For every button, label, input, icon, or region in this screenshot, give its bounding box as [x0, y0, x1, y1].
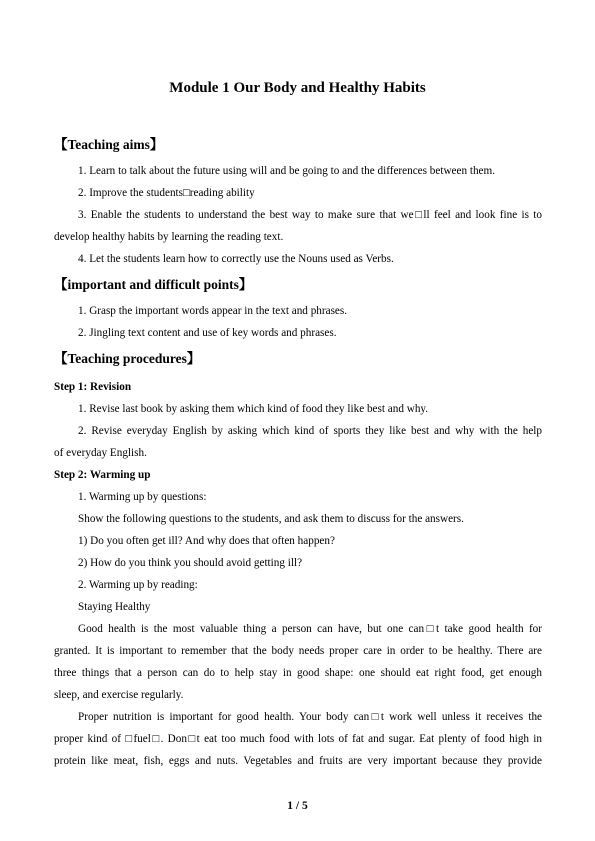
paragraph-line: sleep, and exercise regularly.: [54, 689, 184, 701]
step-line: Show the following questions to the students, and ask them to discuss for the answers.: [78, 513, 464, 525]
paragraph-line: granted. It is important to remember that the body needs proper care in order to be healthy. There are: [54, 645, 542, 657]
section-heading-procedures: 【Teaching procedures】: [54, 351, 201, 366]
paragraph-line: proper kind of □fuel□. Don□t eat too much food with lots of fat and sugar. Eat plenty of food high in: [54, 733, 542, 745]
aim-line: 3. Enable the students to understand the best way to make sure that we□ll feel and look fine is to: [78, 209, 542, 221]
section-heading-teaching-aims: 【Teaching aims】: [54, 137, 164, 152]
page-title: Module 1 Our Body and Healthy Habits: [169, 80, 426, 96]
step-line: 2. Revise everyday English by asking which kind of sports they like best and why with the help: [78, 425, 542, 437]
step-title: Step 2: Warming up: [54, 469, 151, 481]
aim-line: 4. Let the students learn how to correctly use the Nouns used as Verbs.: [78, 253, 394, 265]
paragraph-line: Good health is the most valuable thing a person can have, but one can□t take good health for: [78, 623, 542, 635]
reading-title: Staying Healthy: [78, 601, 151, 613]
step-line: 2) How do you think you should avoid getting ill?: [78, 557, 303, 569]
paragraph-line: protein like meat, fish, eggs and nuts. Vegetables and fruits are very important because they provide: [54, 755, 542, 767]
section-heading-points: 【important and difficult points】: [54, 277, 253, 292]
paragraph-line: three things that a person can do to help stay in good shape: one should eat right food, get enough: [54, 667, 542, 679]
paragraph-line: Proper nutrition is important for good health. Your body can□t work well unless it receives the: [78, 711, 542, 723]
aim-line: 1. Learn to talk about the future using will and be going to and the differences between them.: [78, 165, 496, 177]
point-line: 1. Grasp the important words appear in the text and phrases.: [78, 305, 348, 317]
aim-line: 2. Improve the students□reading ability: [78, 187, 255, 199]
step-line: 1. Revise last book by asking them which kind of food they like best and why.: [78, 403, 429, 415]
step-title: Step 1: Revision: [54, 381, 132, 393]
step-line: 1. Warming up by questions:: [78, 491, 207, 503]
point-line: 2. Jingling text content and use of key words and phrases.: [78, 327, 337, 339]
page-number: 1 / 5: [287, 800, 308, 812]
step-line: 1) Do you often get ill? And why does that often happen?: [78, 535, 335, 547]
aim-line: develop healthy habits by learning the reading text.: [54, 231, 284, 243]
step-line: of everyday English.: [54, 447, 147, 459]
step-line: 2. Warming up by reading:: [78, 579, 198, 591]
